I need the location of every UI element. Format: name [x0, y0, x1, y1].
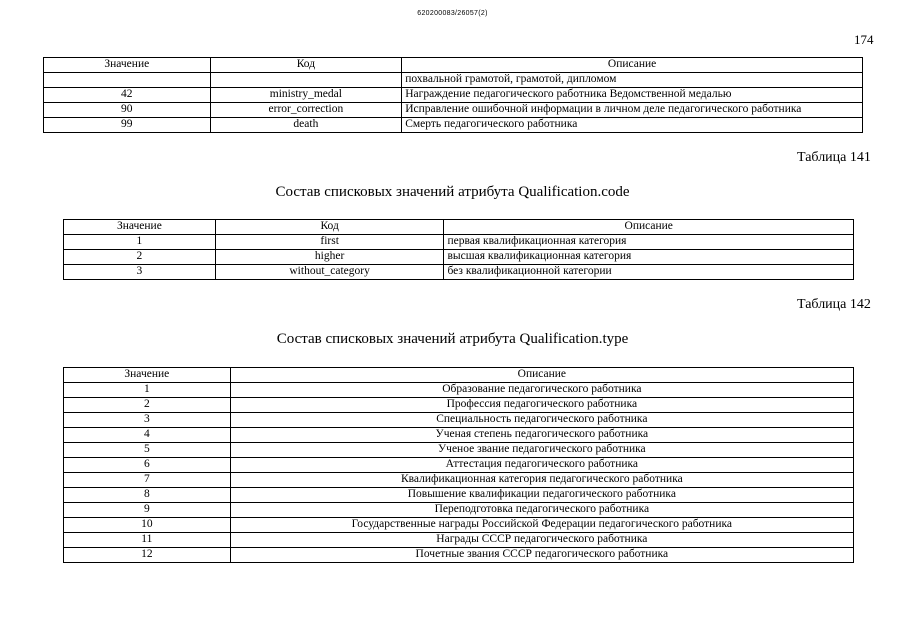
table-row	[44, 73, 863, 88]
cell-value: 3	[64, 265, 216, 280]
cell-description: Повышение квалификации педагогического работника	[230, 488, 853, 503]
cell-value: 12	[64, 548, 231, 563]
cell-description: похвальной грамотой, грамотой, дипломом	[402, 73, 863, 88]
cell-value: 42	[44, 88, 211, 103]
cell-description: Смерть педагогического работника	[402, 118, 863, 133]
cell-value: 1	[64, 383, 231, 398]
table-row	[64, 413, 854, 428]
table-row	[64, 398, 854, 413]
cell-code: error_correction	[210, 103, 402, 118]
cell-value	[44, 73, 211, 88]
cell-description: Исправление ошибочной информации в личном деле педагогического работника	[402, 103, 863, 118]
table-141-label: Таблица 141	[797, 150, 871, 165]
cell-value: 5	[64, 443, 231, 458]
table-row	[64, 473, 854, 488]
table-row	[64, 503, 854, 518]
column-header-description: Описание	[444, 220, 854, 235]
cell-value: 99	[44, 118, 211, 133]
table-row	[44, 118, 863, 133]
table-row	[44, 88, 863, 103]
cell-value: 7	[64, 473, 231, 488]
cell-description: Награждение педагогического работника Ведомственной медалью	[402, 88, 863, 103]
cell-code: without_category	[215, 265, 444, 280]
table-141-caption: Состав списковых значений атрибута Qualification.code	[275, 184, 630, 200]
cell-value: 8	[64, 488, 231, 503]
cell-description: Аттестация педагогического работника	[230, 458, 853, 473]
cell-value: 3	[64, 413, 231, 428]
table-row	[64, 518, 854, 533]
cell-value: 4	[64, 428, 231, 443]
table-row	[64, 265, 854, 280]
column-header-value: Значение	[64, 220, 216, 235]
cell-code: ministry_medal	[210, 88, 402, 103]
cell-value: 6	[64, 458, 231, 473]
cell-description: Ученая степень педагогического работника	[230, 428, 853, 443]
cell-description: Государственные награды Российской Федерации педагогического работника	[230, 518, 853, 533]
cell-description: высшая квалификационная категория	[444, 250, 854, 265]
cell-description: Награды СССР педагогического работника	[230, 533, 853, 548]
cell-description: Почетные звания СССР педагогического работника	[230, 548, 853, 563]
cell-value: 9	[64, 503, 231, 518]
cell-value: 90	[44, 103, 211, 118]
cell-description: Ученое звание педагогического работника	[230, 443, 853, 458]
table-header-row	[64, 220, 854, 235]
cell-code: higher	[215, 250, 444, 265]
table-row	[64, 383, 854, 398]
table-142-caption: Состав списковых значений атрибута Qualification.type	[276, 331, 629, 347]
table-142-label: Таблица 142	[797, 297, 871, 312]
page-number: 174	[854, 32, 874, 47]
table-header-row	[44, 58, 863, 73]
cell-description: Специальность педагогического работника	[230, 413, 853, 428]
column-header-description: Описание	[230, 368, 853, 383]
table-row	[64, 235, 854, 250]
cell-code	[210, 73, 402, 88]
cell-value: 1	[64, 235, 216, 250]
cell-description: первая квалификационная категория	[444, 235, 854, 250]
column-header-description: Описание	[402, 58, 863, 73]
cell-description: Квалификационная категория педагогического работника	[230, 473, 853, 488]
table-row	[64, 488, 854, 503]
column-header-code: Код	[215, 220, 444, 235]
table-row	[64, 250, 854, 265]
table-continued	[43, 57, 863, 133]
cell-description: Профессия педагогического работника	[230, 398, 853, 413]
table-142	[63, 367, 854, 563]
cell-value: 2	[64, 398, 231, 413]
column-header-value: Значение	[64, 368, 231, 383]
cell-description: без квалификационной категории	[444, 265, 854, 280]
table-row	[64, 533, 854, 548]
table-row	[44, 103, 863, 118]
cell-value: 11	[64, 533, 231, 548]
cell-description: Переподготовка педагогического работника	[230, 503, 853, 518]
cell-code: first	[215, 235, 444, 250]
cell-value: 10	[64, 518, 231, 533]
table-header-row	[64, 368, 854, 383]
document-id: 620200083/26057(2)	[417, 10, 488, 17]
table-row	[64, 548, 854, 563]
table-row	[64, 443, 854, 458]
cell-value: 2	[64, 250, 216, 265]
cell-code: death	[210, 118, 402, 133]
table-row	[64, 458, 854, 473]
table-row	[64, 428, 854, 443]
table-141	[63, 219, 854, 280]
column-header-code: Код	[210, 58, 402, 73]
cell-description: Образование педагогического работника	[230, 383, 853, 398]
column-header-value: Значение	[44, 58, 211, 73]
